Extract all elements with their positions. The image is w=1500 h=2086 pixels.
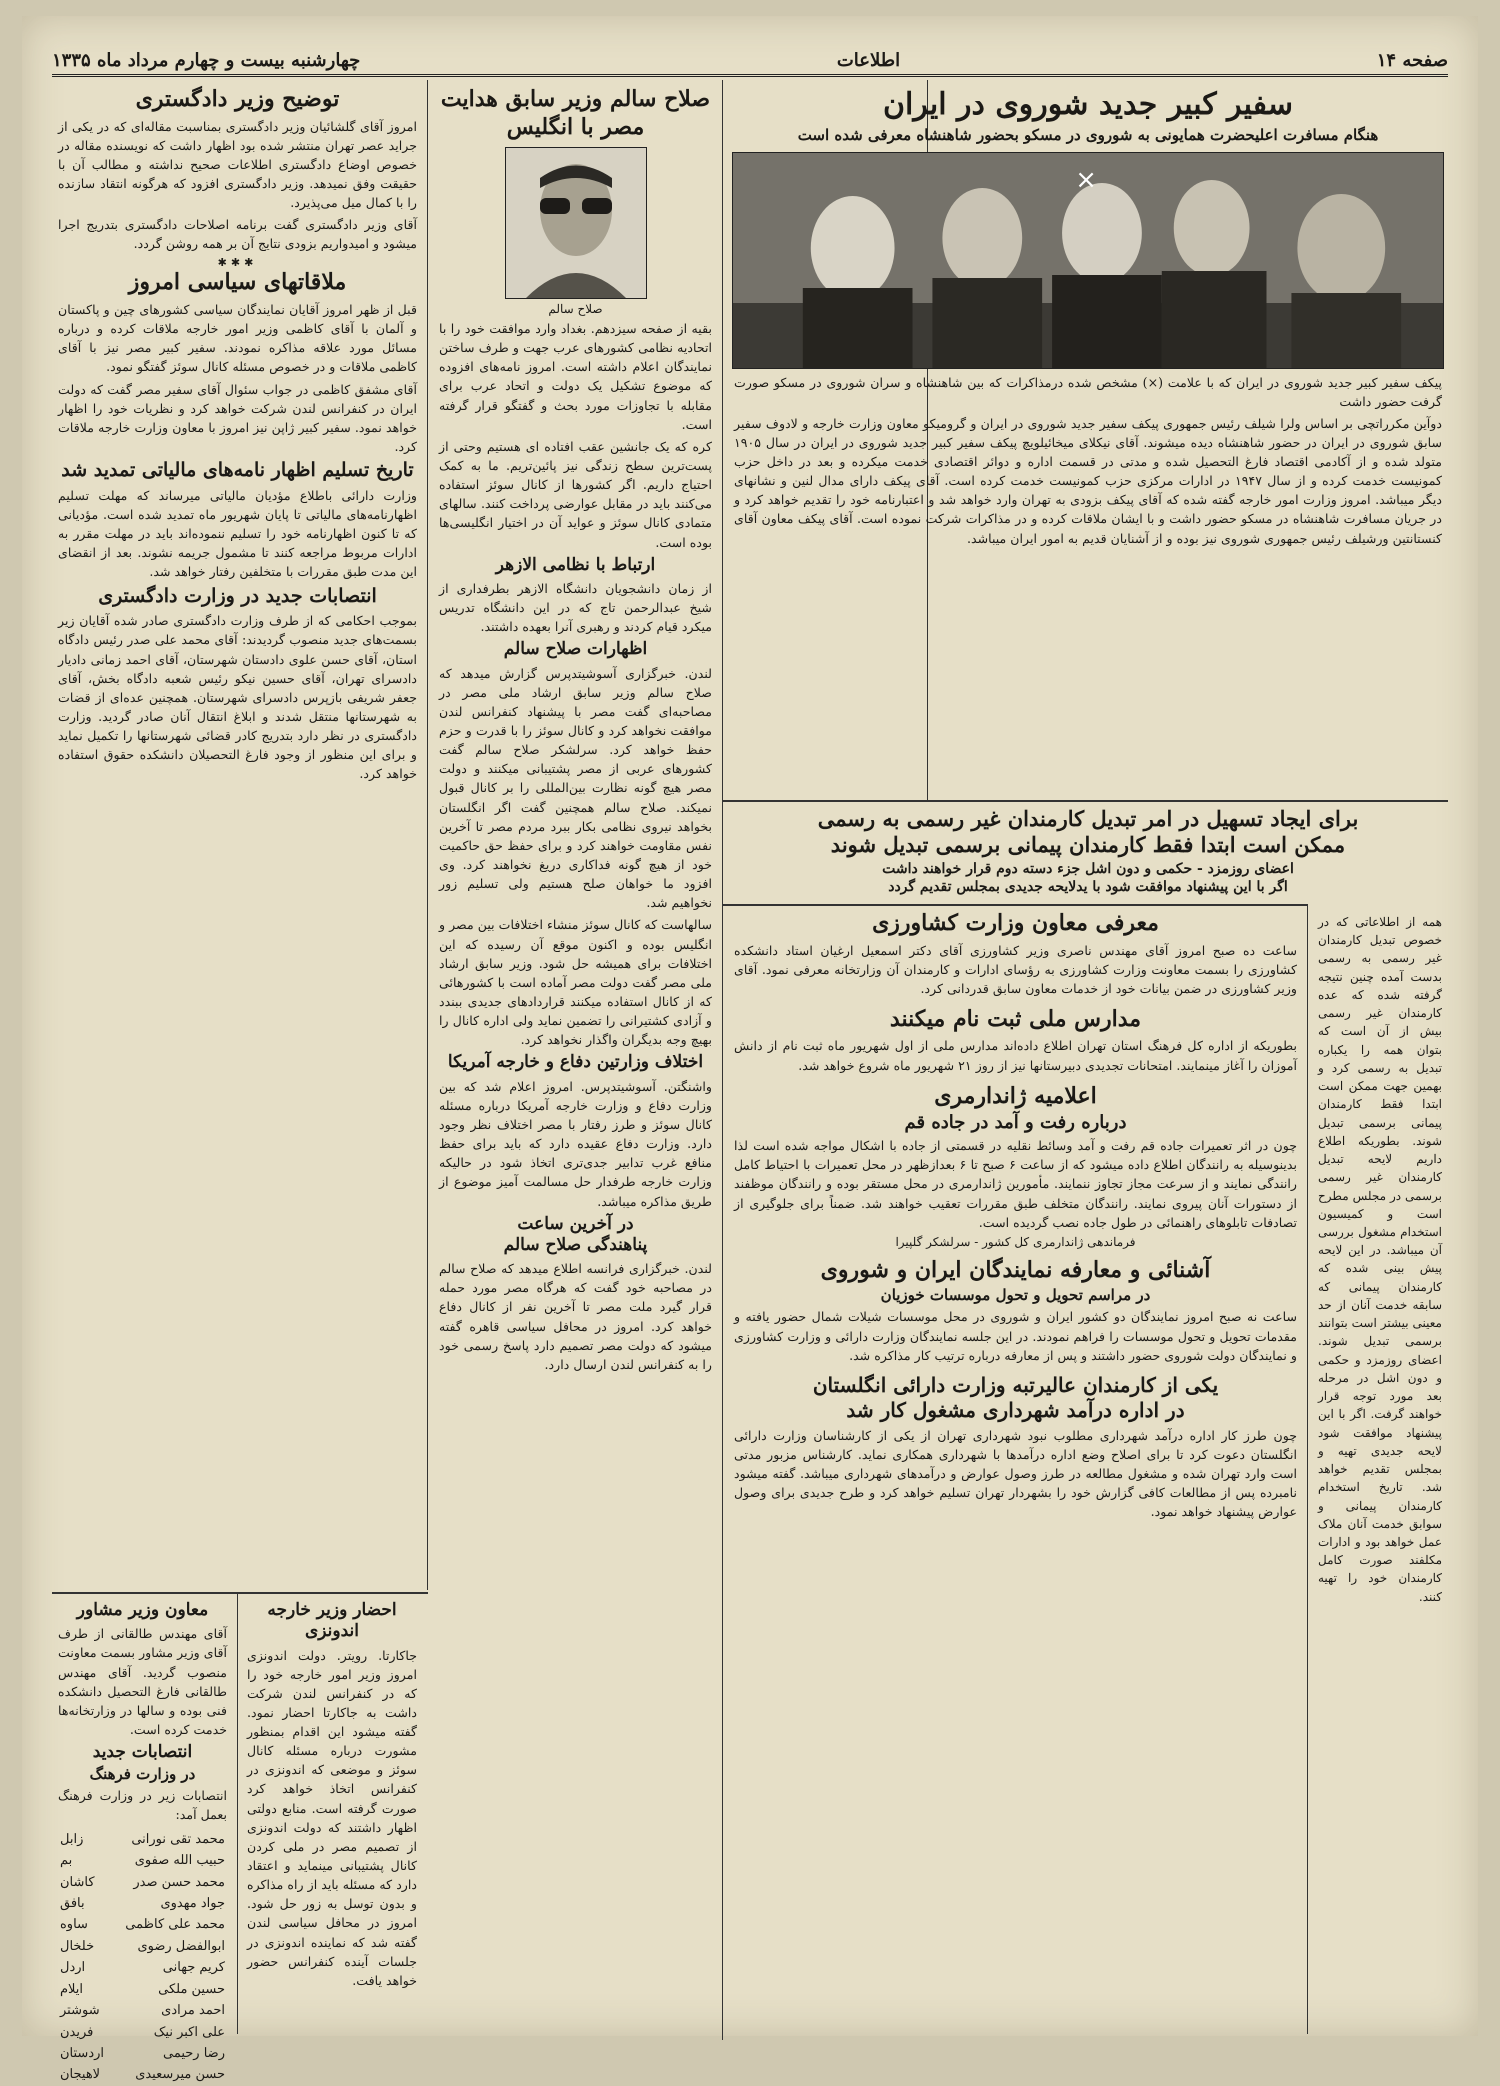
appointee-city: شوشتر (60, 2003, 100, 2019)
column-rule (237, 1594, 238, 2034)
employees-headline-2: ممکن است ابتدا فقط کارمندان پیمانی برسمی تبدیل شوند (830, 832, 1346, 858)
center-stories (728, 910, 1303, 2030)
gendarmerie-headline: اعلامیه ژاندارمری (934, 1082, 1097, 1109)
ambassador-caption: پیکف سفیر کبیر جدید شوروی در ایران که با علامت (×) مشخص شده درمذاکرات که بین شاهنشاه و سران شوروی در مسکو صورت گرفت حضور داشت (734, 374, 1442, 409)
appointee-row (60, 1957, 225, 1978)
ambassador-subhead: هنگام مسافرت اعلیحضرت همایونی به شوروی در مسکو بحضور شاهنشاه معرفی شده است (797, 125, 1379, 144)
appointee-city: ایلام (60, 1981, 84, 1997)
britain-headline-2: در اداره درآمد شهرداری مشغول کار شد (846, 1397, 1185, 1422)
employees-body-column (1312, 910, 1448, 2030)
ambassador-body: دوآین مکرراتچی بر اساس ولرا شیلف رئیس جمهوری پیکف سفیر جدید شوروی در ایران و گرومیکو معاون وزارت خارجه و لادوف سفیر سابق شوروی در ایران در حضور شاهنشاه دیده میشوند. آقای نیکلای میخائیلویچ پیکف سفیر کبیر جدید شوروی در ایران در سال ۱۹۰۵ متولد شده و از آکادمی اقتصاد فارغ التحصیل شده و مدتی در قسمت اداره و دوائر اقتصادی خدمت میکرده و بعد در داخل حزب کمونیست خدمت کرده و از سال ۱۹۴۷ در ادارات مرکزی حزب کمونیست خدمت کرده است. آقای پیکف دارای مدال لنین و نشانهای دیگر میباشد. امروز وزارت امور خارجه گفته شده که آقای پیکف بزودی به تهران وارد خواهد شد و اعتبارنامه خود را تقدیم خواهد کرد و در جریان مسافرت شاهنشاه در مسکو حضور داشت و با ایشان ملاقات کرده و در مذاکرات شرکت نموده است. آقای پیکف معاون آقای کنستانتین ورشیلف رئیس جمهوری شوروی نیز بوده و از آشنایان قدیم به امور ایران میباشد. (734, 415, 1442, 546)
portrait-icon (506, 148, 646, 298)
indonesia-headline: احضار وزیر خارجه اندونزی (267, 1600, 397, 1642)
employees-headlines (728, 806, 1448, 900)
appointee-city: کاشان (60, 1874, 95, 1890)
appointee-row (60, 2022, 225, 2043)
tax-headline: تاریخ تسلیم اظهار نامه‌های مالیاتی تمدید شد (61, 459, 414, 482)
indonesia-body: جاکارتا. رویتر. دولت اندونزی امروز وزیر امور خارجه خود را که در کنفرانس لندن شرکت داشت به جاکارتا احضار نمود. گفته میشود این اقدام بمنظور مشورت درباره مسئله کانال سوئز و موضعی که اندونزی در کنفرانس اتخاذ خواهد کرد صورت گرفته است. منابع دولتی اظهار داشتند که دولت اندونزی از تصمیم مصر در ملی کردن کانال پشتیبانی مینماید و اعتقاد دارد که مسئله باید از راه مذاکره و بدون توسل به زور حل شود. امروز در محافل سیاسی لندن گفته شد که نماینده اندونزی در جلسات آینده کنفرانس حضور خواهد یافت. (247, 1647, 417, 1988)
appointments-body: بموجب احکامی که از طرف وزارت دادگستری صادر شده آقایان زیر بسمت‌های جدید منصوب گردیدند: آقای محمد علی صدر رئیس دادگاه استان، آقای حسن علوی دادستان شهرستان، آقای احمد زمانی دادیار دادسرای تهران، آقای حسین نیکو رئیس شعبه دادگاه بخش، آقای جعفر شریفی بازپرس دادسرای شهرستان. همچنین عده‌ای از قضات به شهرستانها منتقل شدند و ابلاغ انتقال آنان صادر گردید. وزارت دادگستری در نظر دارد بتدریج کادر قضائی شهرستانها را تکمیل نماید و برای این منظور از وجود فارغ التحصیلان دانشکده حقوق استفاده خواهد کرد. (58, 613, 417, 782)
gendarmerie-body: چون در اثر تعمیرات جاده قم رفت و آمد وسائط نقلیه در قسمتی از جاده با اشکال مواجه شده است لذا بدینوسیله به رانندگان اطلاع داده میشود که از ساعت ۶ صبح تا ۶ بعدازظهر در محل تعمیرات با احتیاط کامل رانندگی نمایند و از سرعت مجاز تجاوز ننمایند. مأمورین ژاندارمری در محل مستقر بوده و رانندگان موظفند از دستورات آنان پیروی نمایند. رانندگان متخلف طبق مقررات تعقیب خواهند شد. ضمناً برای جلوگیری از تصادفات تابلوهای راهنمائی در طول جاده نصب گردیده است. (734, 1138, 1297, 1230)
salah-body-3: از زمان دانشجویان دانشگاه الازهر بطرفداری از شیخ عبدالرحمن تاج که در این دانشگاه تدریس میکرد قیام کردند و رهبری آنرا بعهده داشتند. (439, 580, 712, 635)
appointee-name: کریم جهانی (162, 1960, 225, 1976)
employees-headline-1: برای ایجاد تسهیل در امر تبدیل کارمندان غیر رسمی به رسمی (817, 806, 1359, 831)
appointee-row (60, 2064, 225, 2085)
appointee-row (60, 1936, 225, 1957)
appointee-row (60, 1979, 225, 2000)
delegates-body: ساعت نه صبح امروز نمایندگان دو کشور ایران و شوروی در محل موسسات شیلات شمال حضور یافته و مقدمات تحویل و تحول موسسات را فراهم نمودند. در این جلسه نمایندگان وزارت دارائی و وزارت کشاورزی و نمایندگان دولت شوروی حضور داشتند و پس از معارفه درباره ترتیب کار مذاکره شد. (734, 1309, 1297, 1363)
salah-body-7: لندن. خبرگزاری فرانسه اطلاع میدهد که صلاح سالم در مصاحبه خود گفت که هرگاه مصر مورد حمله قرار گیرد ملت مصر تا آخرین نفر از کانال دفاع خواهد کرد. امروز در محافل سیاسی قاهره گفته میشود که دولت مصر تصمیم دارد پاسخ رسمی خود را به کنفرانس لندن ارسال دارد. (439, 1261, 712, 1372)
salah-body-4: لندن. خبرگزاری آسوشیتدپرس گزارش میدهد که صلاح سالم وزیر سابق ارشاد ملی مصر در مصاحبه‌ای گفت مصر با پیشنهاد کنفرانس لندن موافقت نخواهد کرد و کانال سوئز را با قدرت و حزم حفظ خواهد کرد. سرلشکر صلاح سالم گفت کشورهای عربی از مصر پشتیبانی میکنند و دولت مصر هیچ گونه نظارت بین‌المللی را بر کانال قبول نمیکند. صلاح سالم همچنین گفت اگر انگلستان بخواهد نیروی نظامی بکار ببرد مردم مصر تا آخرین نفس مقاومت خواهند کرد و برای حفظ حق حاکمیت خود از هیچ گونه فداکاری دریغ نخواهند کرد. وی افزود ما خواهان صلح هستیم ولی تسلیم زور نخواهیم شد. (439, 665, 712, 911)
salah-body-6: واشنگتن. آسوشیتدپرس. امروز اعلام شد که بین وزارت دفاع و وزارت خارجه آمریکا درباره مسئله کانال سوئز و طرز رفتار با مصر اختلاف نظر وجود دارد. وزارت دفاع عقیده دارد که باید برای حفظ منافع غرب تدابیر جدی‌تری اتخاذ شود در حالیکه وزارت خارجه طرفدار حل مسالمت آمیز موضوع از طریق مذاکره میباشد. (439, 1078, 712, 1209)
salah-sub-azhar: ارتباط با نظامی الازهر (495, 554, 656, 575)
new-appointments-headline: انتصابات جدید (92, 1742, 193, 1763)
appointee-city: بافق (60, 1895, 85, 1911)
appointee-row (60, 2043, 225, 2064)
salah-photo-caption: صلاح سالم (548, 302, 603, 316)
appointee-name: علی اکبر نیک (153, 2024, 225, 2040)
salah-body-5: سالهاست که کانال سوئز منشاء اختلافات بین مصر و انگلیس بوده و اکنون موقع آن رسیده که این اختلافات برای همیشه حل شود. وزیر سابق ارشاد ملی مصر گفت دولت مصر آماده است با کشورهائی که از کانال استفاده میکنند قراردادهای جدیدی ببندد و آزادی کشتیرانی را تضمین نماید ولی اداره کانال را بهیچ وجه بدیگران واگذار نخواهد کرد. (439, 917, 712, 1048)
justice-story (52, 86, 423, 1586)
appointee-city: اردستان (60, 2046, 105, 2061)
delegates-headline: آشنائی و معارفه نمایندگان ایران و شوروی (820, 1256, 1211, 1283)
justice-headline: توضیح وزیر دادگستری (135, 86, 340, 112)
meeting-photo-icon (733, 153, 1443, 368)
paper-name: اطلاعات (836, 49, 901, 71)
tax-body: وزارت دارائی باطلاع مؤدیان مالیاتی میرساند که مهلت تسلیم اظهارنامه‌های مالیاتی تا پایان شهریور ماه تمدید شده است. مؤدیانی که تا کنون اظهارنامه خود را تسلیم ننموده‌اند باید در مهلت مقرر به ادارات مربوط مراجعه کنند تا مشمول جریمه نشوند. بعد از انقضای این مدت طبق مقررات با متخلفین رفتار خواهد شد. (58, 487, 417, 580)
appointments-headline: انتصابات جدید در وزارت دادگستری (98, 584, 377, 607)
agri-body: ساعت ده صبح امروز آقای مهندس ناصری وزیر کشاورزی آقای دکتر اسمعیل ارغیان استاد دانشکده کشاورزی را بسمت معاونت وزارت کشاورزی به رؤسای ادارات و کارمندان آن وزارتخانه معرفی نمود. آقای وزیر کشاورزی در ضمن بیانات خود از خدمات معاون سابق قدردانی کرد. (734, 942, 1297, 996)
appointee-city: خلخال (60, 1938, 95, 1954)
appointee-city: زابل (60, 1831, 84, 1847)
britain-body: چون طرز کار اداره درآمد شهرداری مطلوب نبود شهرداری تهران از یکی از کارشناسان وزارت دارائی انگلستان دعوت کرد تا برای اصلاح وضع اداره درآمدها با شهرداری همکاری نماید. کارشناس مزبور مدتی است وارد تهران شده و مشغول مطالعه در طرز وصول عوارض و درآمدهای شهرداری میباشد. گفته میشود نامبرده پس از مطالعات کافی گزارش خود را بشهردار تهران تسلیم خواهد کرد و طرح جدیدی برای وصول عوارض پیشنهاد خواهد نمود. (734, 1427, 1297, 1520)
section-rule (52, 1592, 428, 1594)
appointee-name: رضا رحیمی (163, 2046, 225, 2061)
deputy-headline: معاون وزیر مشاور (76, 1600, 209, 1620)
deputy-minister-story (52, 1600, 233, 2083)
salah-photo (505, 147, 647, 299)
appointee-row (60, 1872, 225, 1893)
salah-headline: صلاح سالم وزیر سابق هدایت مصر با انگلیس (440, 86, 711, 140)
salah-sub-last: در آخرین ساعت (517, 1213, 634, 1234)
schools-headline: مدارس ملی ثبت نام میکنند (889, 1005, 1142, 1032)
agri-headline: معرفی معاون وزارت کشاورزی (872, 910, 1159, 936)
salah-sub-diff: اختلاف وزارتین دفاع و خارجه آمریکا (447, 1052, 704, 1073)
appointee-city: لاهیجان (60, 2067, 101, 2083)
appointee-name: حسن میرسعیدی (135, 2067, 225, 2083)
section-rule (723, 800, 1448, 802)
salah-sub-statement: اظهارات صلاح سالم (503, 639, 648, 660)
column-rule (722, 80, 723, 2040)
appointee-row (60, 1850, 225, 1871)
appointee-name: ابوالفضل رضوی (137, 1938, 225, 1954)
deputy-body: آقای مهندس طالقانی از طرف آقای وزیر مشاور بسمت معاونت منصوب گردید. آقای مهندس طالقانی فارغ التحصیل دانشکده فنی بوده و سالها در وزارتخانه‌ها خدمت کرده است. (58, 1626, 227, 1737)
salah-sub-refuge: پناهندگی صلاح سالم (503, 1234, 648, 1255)
ambassador-photo (732, 152, 1444, 369)
appointee-list (60, 1829, 225, 2086)
appointee-name: محمد علی کاظمی (125, 1917, 225, 1933)
appointee-row (60, 1829, 225, 1850)
appointee-row (60, 1893, 225, 1914)
justice-body-2: آقای وزیر دادگستری گفت برنامه اصلاحات دادگستری بتدریج اجرا میشود و امیدواریم بزودی نتایج آن بر همه روشن گردد. (58, 217, 417, 252)
appointee-name: محمد حسن صدر (133, 1874, 225, 1890)
schools-body: بطوریکه از اداره کل فرهنگ استان تهران اطلاع داده‌اند مدارس ملی از اول شهریور ماه ثبت نام از دانش آموزان را آغاز مینمایند. امتحانات تجدیدی دبیرستانها نیز از روز ۲۱ شهریور ماه شروع خواهد شد. (734, 1038, 1297, 1073)
separator-icon: ✱✱✱ (217, 256, 258, 270)
appointee-name: احمد مرادی (161, 2003, 225, 2019)
appointee-city: بم (60, 1853, 73, 1869)
delegates-subhead: در مراسم تحویل و تحول موسسات خوزیان (880, 1286, 1151, 1305)
svg-text:×: × (1075, 164, 1097, 195)
appointee-row (60, 2000, 225, 2021)
section-rule (723, 904, 1308, 906)
gendarmerie-signature: فرماندهی ژاندارمری کل کشور - سرلشکر گلپیرا (895, 1234, 1136, 1249)
appointee-city: اردل (60, 1960, 86, 1976)
ambassador-story (728, 86, 1448, 794)
meetings-body-1: قبل از ظهر امروز آقایان نمایندگان سیاسی کشورهای چین و پاکستان و آلمان با آقای کاظمی وزیر امور خارجه ملاقات کرده و درباره مسائل مورد علاقه مذاکره نمودند. سفیر کبیر مصر نیز با آقای کاظمی ملاقات و در خصوص مسئله کانال سوئز گفتگو نمود. (58, 301, 417, 375)
masthead (52, 46, 1448, 77)
culture-ministry-label: در وزارت فرهنگ (89, 1765, 196, 1784)
page-number: صفحه ۱۴ (1376, 49, 1448, 71)
appointee-city: ساوه (60, 1917, 88, 1933)
employees-sub-2: اگر با این پیشنهاد موافقت شود با یدلایحه جدیدی بمجلس تقدیم گردد (888, 878, 1288, 895)
column-rule (1307, 904, 1308, 2034)
appointee-name: محمد تقی نورانی (131, 1831, 225, 1847)
justice-body-1: امروز آقای گلشائیان وزیر دادگستری بمناسبت مقاله‌ای که در یکی از جراید عصر تهران منتشر شده بود اظهار داشت که نویسنده مقاله در خصوص اوضاع دادگستری اطلاعات صحیح نداشته و مطالب آن با حقیقت وفق نمیدهد. وزیر دادگستری افزود که هرگونه انتقاد سازنده را با کمال میل می‌پذیرد. (58, 118, 417, 211)
appointee-name: حبیب الله صفوی (134, 1853, 225, 1869)
indonesia-story (241, 1600, 423, 2030)
salah-body-2: کره که یک جانشین عقب افتاده ای هستیم وحتی از پست‌ترین سطح زندگی نیز پائین‌تریم. ما به کمک احتیاج داریم. اگر کشورها از کانال سوئز استفاده می‌کنند باید در مقابل عوارضی پرداخت کنند. سالهای متمادی کانال سوئز و عواید آن در اختیار انگلیسی‌ها بوده است. (439, 438, 712, 550)
appointments-note: انتصابات زیر در وزارت فرهنگ بعمل آمد: (58, 1788, 227, 1823)
appointee-city: فریدن (60, 2024, 94, 2040)
salah-salem-story (433, 86, 718, 1586)
column-rule (427, 80, 428, 1590)
employees-body: همه از اطلاعاتی که در خصوص تبدیل کارمندان غیر رسمی به رسمی بدست آمده چنین نتیجه گرفته شده که عده کارمندان غیر رسمی بیش از آن است که بتوان همه را یکباره تبدیل به رسمی کرد و بهمین جهت ممکن است ابتدا فقط کارمندان پیمانی برسمی تبدیل شوند. بطوریکه اطلاع داریم لایحه تبدیل کارمندان غیر رسمی برسمی در مجلس مطرح است و کمیسیون استخدام مشغول بررسی آن میباشد. در این لایحه پیش بینی شده که کارمندان پیمانی که سابقه خدمت آنان از حد معینی بیشتر است بتوانند برسمی تبدیل شوند. اعضای روزمزد و حکمی و دون اشل در مرحله بعد مورد توجه قرار خواهند گرفت. اگر با این پیشنهاد موافقت شود لایحه جدیدی تهیه و بمجلس تقدیم خواهد شد. تاریخ استخدام کارمندان پیمانی و سوابق خدمت آنان ملاک عمل خواهد بود و ادارات مکلفند صورت کامل کارمندان خود را تهیه کنند. (1318, 915, 1442, 1604)
meetings-headline: ملاقاتهای سیاسی امروز (128, 269, 347, 296)
meetings-body-2: آقای مشفق کاظمی در جواب سئوال آقای سفیر مصر گفت که دولت ایران در کنفرانس لندن شرکت خواهد کرد و نظریات خود را اظهار خواهد نمود. سفیر کبیر ژاپن نیز امروز با معاون وزارت خارجه ملاقات کرد. (58, 381, 417, 454)
gendarmerie-subhead: درباره رفت و آمد در جاده قم (904, 1112, 1127, 1134)
newspaper-page (22, 16, 1478, 2083)
issue-date: چهارشنبه بیست و چهارم مرداد ماه ۱۳۳۵ (52, 49, 361, 71)
salah-body-1: بقیه از صفحه سیزدهم. بغداد وارد موافقت خود را با اتحادیه نظامی کشورهای عرب جهت و طرف ساختن نمایندگان اعلام داشته است. امروز نامه‌های افزوده که موضوع تشکیل یک دولت و اتحاد عرب برای مقابله با تجاوزات مورد بحث و گفتگو قرار گرفته است. (439, 321, 712, 432)
ambassador-headline: سفیر کبیر جدید شوروی در ایران (882, 87, 1293, 122)
appointee-row (60, 1914, 225, 1935)
appointee-name: حسین ملکی (158, 1981, 225, 1997)
britain-headline-1: یکی از کارمندان عالیرتبه وزارت دارائی انگلستان (812, 1372, 1219, 1397)
appointee-name: جواد مهدوی (160, 1895, 225, 1911)
employees-sub-1: اعضای روزمزد - حکمی و دون اشل جزء دسته دوم قرار خواهند داشت (882, 860, 1294, 877)
